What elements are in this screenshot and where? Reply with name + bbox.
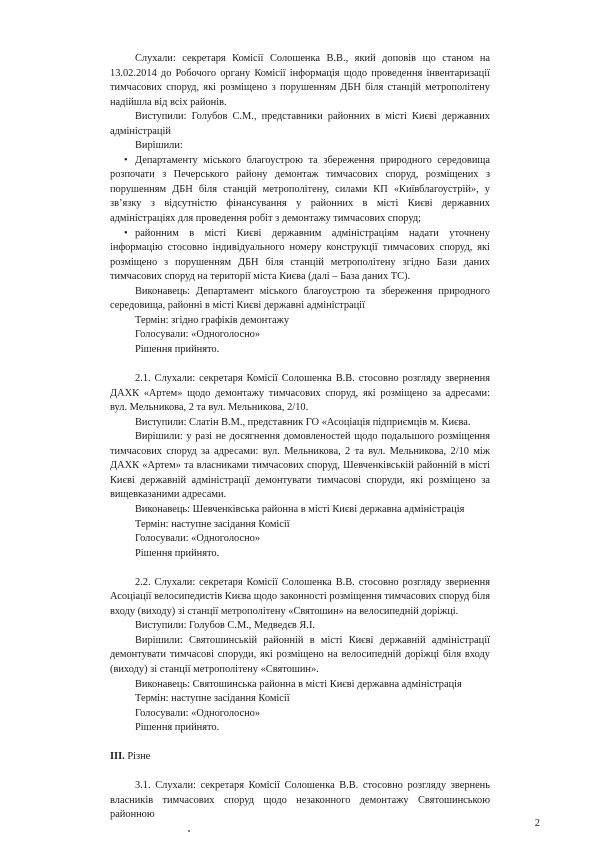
list-item-bullet-1 bbox=[110, 154, 490, 227]
paragraph-section-2-2-vystupyly: Виступили: Голубов С.М., Медведєв Я.І. bbox=[135, 620, 316, 632]
paragraph-section-2-1-sluhaly: 2.1. Слухали: секретаря Комісії Солошенка В.В. стосовно розгляду звернення ДАХК «Артем» щодо демонтажу тимчасових споруд, які розміщено за адресами: вул. Мельникова, 2 та вул. Мельникова, 2/10. bbox=[110, 373, 490, 414]
paragraph-section-2-1-vyrishyly: Вирішили: у разі не досягнення домовленостей щодо подальшого розміщення тимчасових споруд за адресами: вул. Мельникова, 2 та вул. Мельникова, 2/10 між ДАХК «Артем» та власниками тимчасових споруд, Шевченківській районній в місті Києві державній адміністрації демонтувати тимчасові споруди, які розміщено за вищевказаними адресами. bbox=[110, 431, 490, 501]
paragraph-section-2-2-rishennia: Рішення прийнято. bbox=[135, 722, 220, 734]
paragraph-section-2-2-holosuvaly: Голосували: «Одноголосно» bbox=[135, 707, 261, 719]
paragraph-section-2-2-sluhaly: 2.2. Слухали: секретаря Комісії Солошенка В.В. стосовно розгляду звернення Асоціації велосипедистів Києва щодо законності розміщення тимчасових споруд біля входу (виходу) зі станції метрополітену «Святошин» на велосипедній доріжці. bbox=[110, 576, 490, 617]
paragraph-section-2-1-holosuvaly: Голосували: «Одноголосно» bbox=[135, 533, 261, 545]
paragraph-sluhaly-1: Слухали: секретаря Комісії Солошенка В.В., який доповів що станом на 13.02.2014 до Робочого органу Комісії інформація щодо проведення інвентаризації тимчасових споруд, які розміщено з порушенням ДБН біля станцій метрополітену надійшла від всіх районів. bbox=[110, 53, 490, 108]
paragraph-spacer bbox=[110, 561, 490, 576]
paragraph-vykonavets-1: Виконавець: Департамент міського благоустрою та збереження природного середовища, районні в місті Києві державні адміністрації bbox=[110, 285, 490, 312]
paragraph-spacer bbox=[110, 736, 490, 751]
heading-section-3-label: Різне bbox=[124, 751, 151, 763]
paragraph-section-2-1-vystupyly: Виступили: Слатін В.М., представник ГО «Асоціація підприємців м. Києва. bbox=[135, 416, 471, 428]
document-text-body bbox=[110, 52, 490, 823]
bullet-icon: • bbox=[124, 154, 128, 166]
paragraph-section-3-1-sluhaly: 3.1. Слухали: секретаря Комісії Солошенка В.В. стосовно розгляду звернень власників тимчасових споруд щодо незаконного демонтажу Святошинською районною bbox=[110, 780, 490, 821]
list-item-bullet-2 bbox=[110, 227, 490, 285]
paragraph-section-2-1-rishennia: Рішення прийнято. bbox=[135, 547, 220, 559]
list-item-text: Департаменту міського благоустрою та збереження природного середовища розпочати з Печерського району демонтаж тимчасових споруд, розміщених з порушенням ДБН біля станцій метрополітену, силами КП «Київблагоустрій», у зв’язку з відсутністю фінансування у районних в місті Києві державних адміністраціях для проведення робіт з демонтажу тимчасових споруд; bbox=[110, 154, 490, 225]
paragraph-termin-1: Термін: згідно графіків демонтажу bbox=[135, 314, 290, 326]
bullet-icon: • bbox=[124, 227, 128, 239]
paragraph-section-2-2-vykonavets: Виконавець: Святошинська районна в місті Києві державна адміністрація bbox=[135, 678, 462, 690]
paragraph-section-2-2-termin: Термін: наступне засідання Комісії bbox=[135, 693, 290, 705]
paragraph-section-2-2-vyrishyly: Вирішили: Святошинській районній в місті Києві державній адміністрації демонтувати тимчасові споруди, які розміщено на велосипедній доріжці біля входу (виходу) зі станції метрополітену «Святошин». bbox=[110, 634, 490, 675]
heading-section-3 bbox=[110, 750, 490, 765]
paragraph-rishennia-1: Рішення прийнято. bbox=[135, 343, 220, 355]
list-item-text: районним в місті Києві державним адміністраціям надати уточнену інформацію стосовно індивідуального номеру конструкції тимчасових споруд, які розміщено з порушенням ДБН біля станцій метрополітену згідно Бази даних тимчасових споруд на території міста Києва (далі – База даних ТС). bbox=[110, 227, 490, 283]
page-number: 2 bbox=[534, 818, 540, 829]
heading-section-3-numeral: III. bbox=[110, 751, 125, 763]
paragraph-vystupyly-1: Виступили: Голубов С.М., представники районних в місті Києві державних адміністрацій bbox=[110, 111, 490, 137]
paragraph-vyrishyly-1: Вирішили: bbox=[135, 140, 183, 152]
paragraph-spacer bbox=[110, 357, 490, 372]
paragraph-section-2-1-vykonavets: Виконавець: Шевченківська районна в місті Києві державна адміністрація bbox=[135, 503, 465, 515]
paragraph-spacer bbox=[110, 765, 490, 780]
paragraph-holosuvaly-1: Голосували: «Одноголосно» bbox=[135, 329, 261, 341]
paragraph-section-2-1-termin: Термін: наступне засідання Комісії bbox=[135, 518, 290, 530]
scan-artifact-dot bbox=[188, 830, 190, 832]
